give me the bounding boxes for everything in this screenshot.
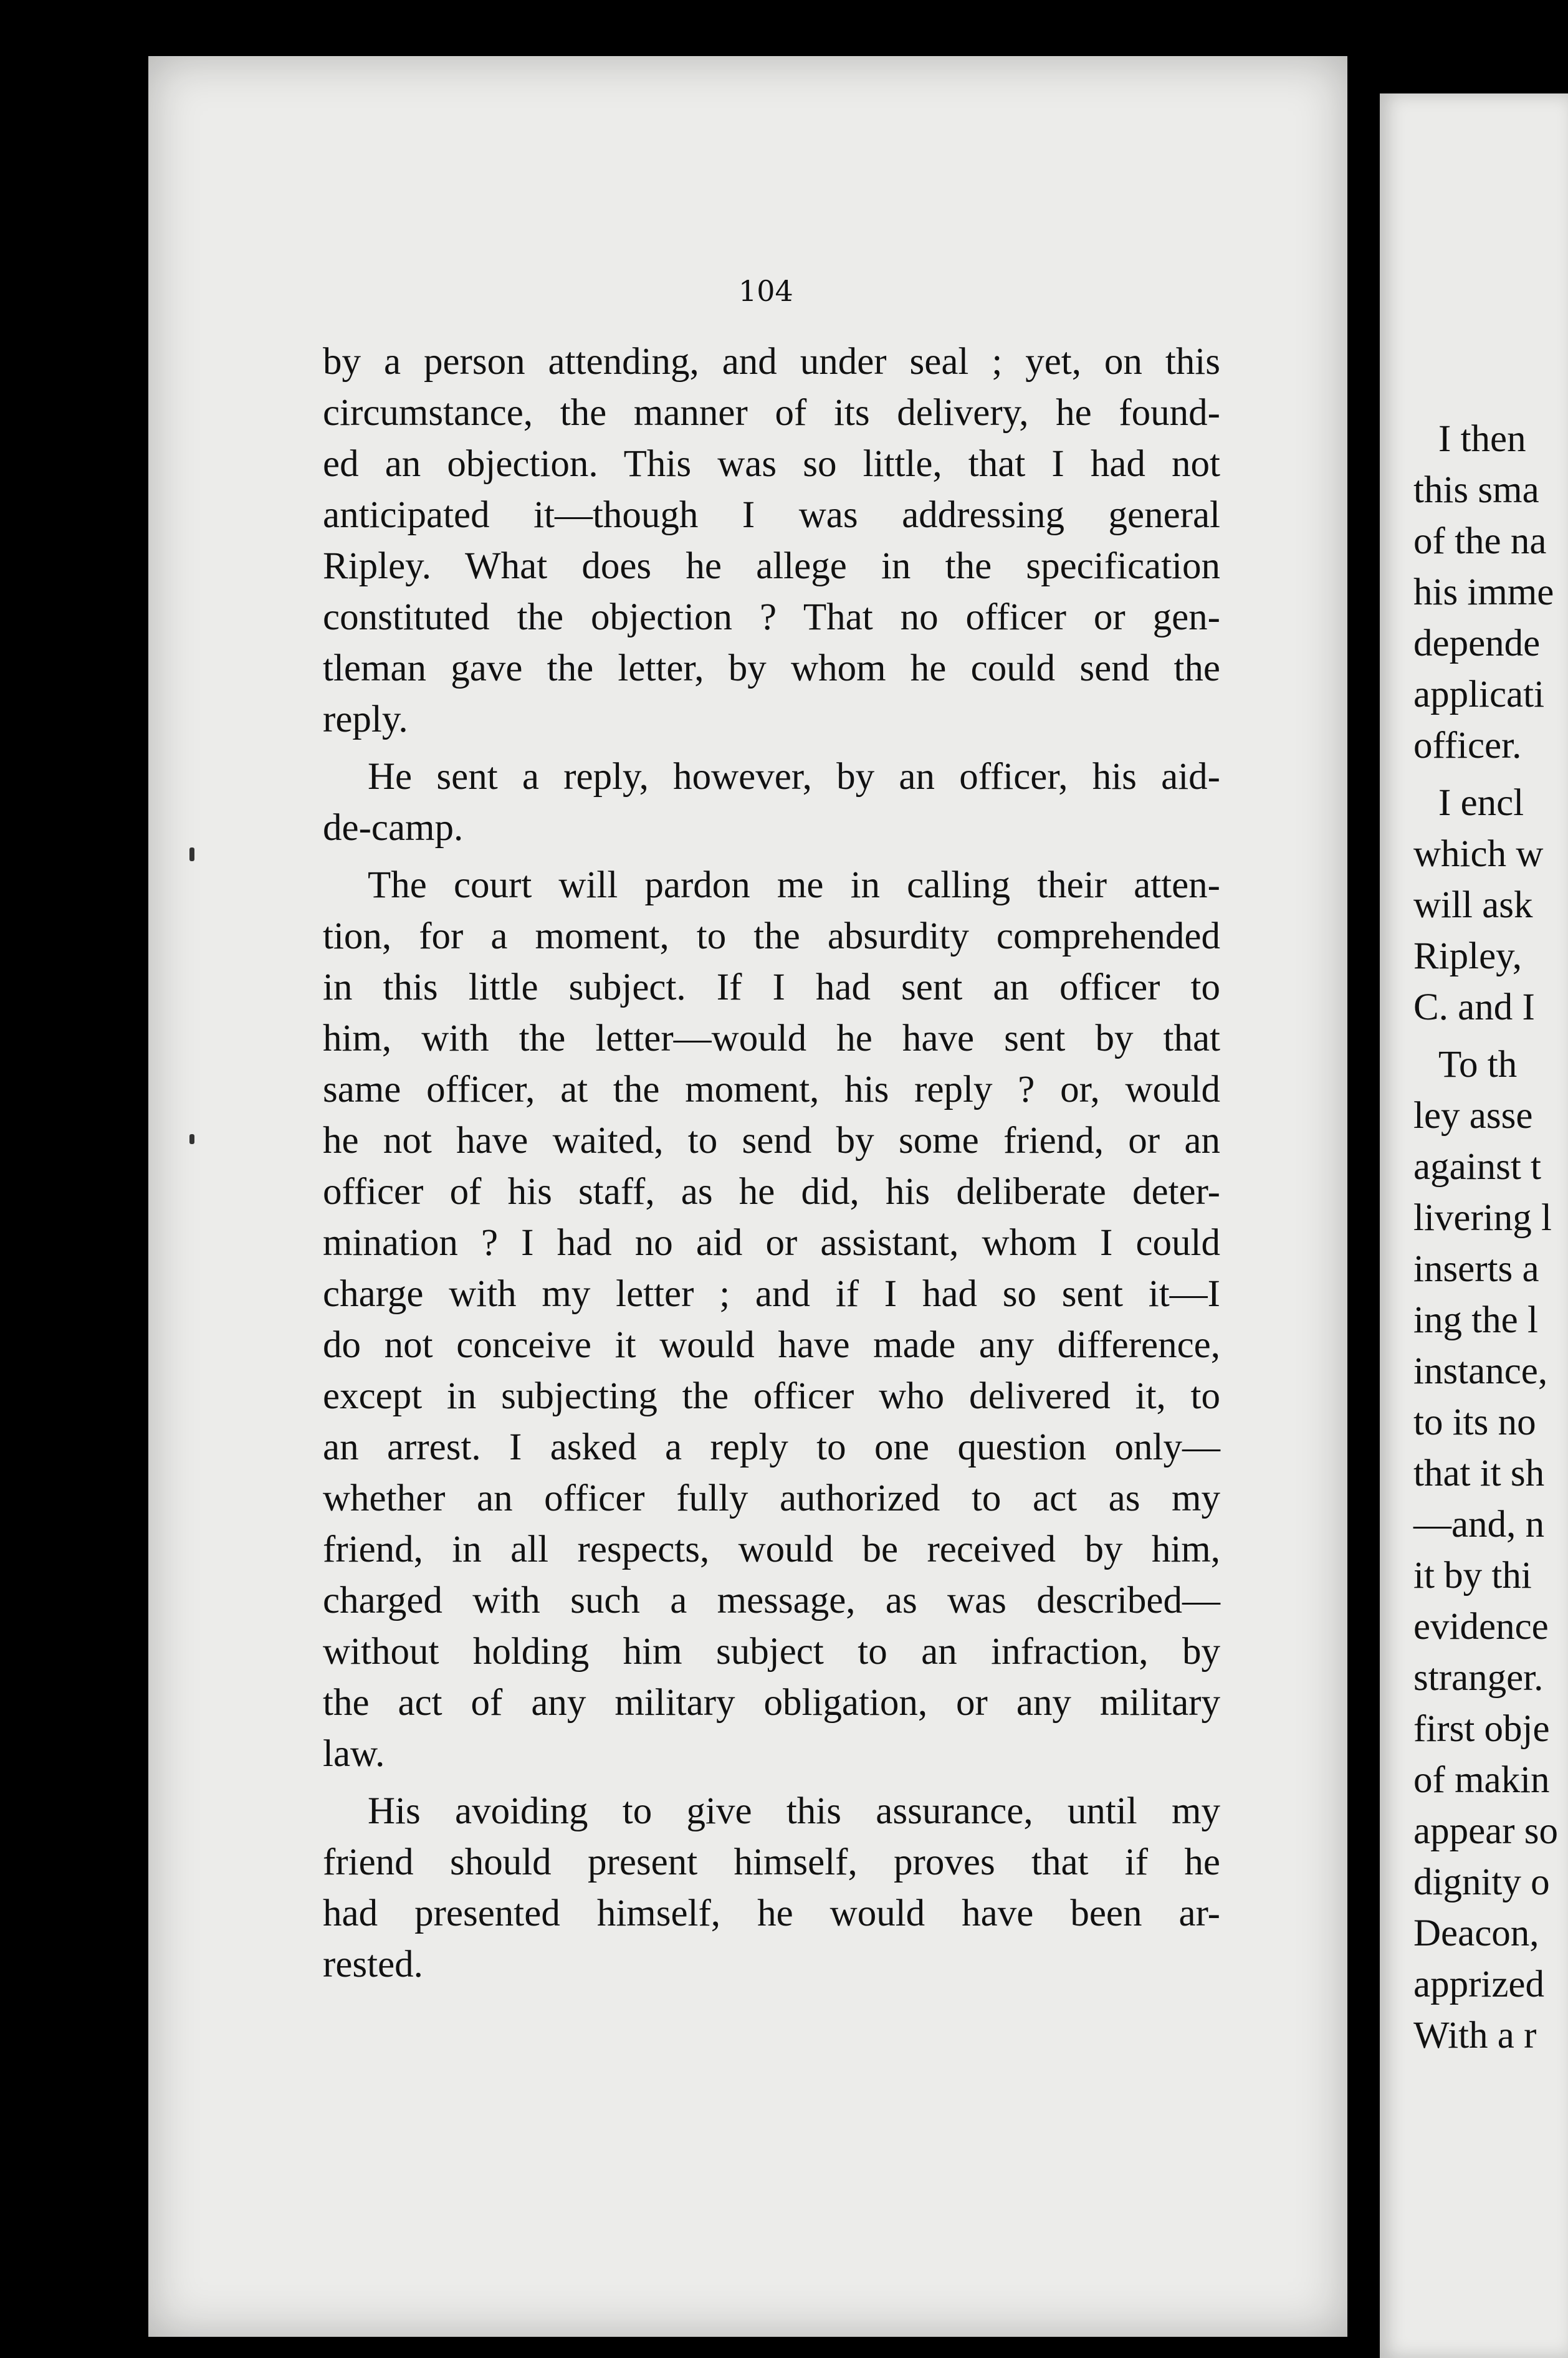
text-line: without holding him subject to an infraction, by — [323, 1631, 1220, 1673]
text-line: rested. — [323, 1944, 423, 1985]
text-line: do not conceive it would have made any difference, — [323, 1324, 1220, 1366]
text-line: livering l — [1413, 1197, 1552, 1239]
text-line: of makin — [1413, 1759, 1550, 1801]
text-line: C. and I — [1413, 986, 1535, 1028]
text-line: Deacon, — [1413, 1912, 1539, 1954]
book-gutter — [1347, 0, 1380, 2358]
text-line: same officer, at the moment, his reply ? or, would — [323, 1069, 1220, 1110]
text-line: an arrest. I asked a reply to one question only— — [323, 1426, 1220, 1468]
text-line: ley asse — [1413, 1095, 1533, 1137]
left-page-body-text — [323, 337, 1220, 1990]
text-line: charged with such a message, as was described— — [323, 1580, 1220, 1621]
margin-speck — [189, 847, 194, 861]
paragraph-spacer — [323, 745, 1220, 752]
text-line: first obje — [1413, 1708, 1550, 1750]
text-line: his imme — [1413, 571, 1554, 613]
text-line: instance, — [1413, 1350, 1548, 1392]
text-line: it by thi — [1413, 1555, 1532, 1597]
text-line: mination ? I had no aid or assistant, whom I could — [323, 1222, 1220, 1264]
page-number: 104 — [739, 274, 793, 308]
text-line: To th — [1438, 1044, 1518, 1086]
text-line: in this little subject. If I had sent an officer to — [323, 967, 1220, 1008]
text-line: depende — [1413, 623, 1541, 664]
text-line: will ask — [1413, 884, 1533, 926]
text-line: officer of his staff, as he did, his deliberate deter- — [323, 1171, 1220, 1213]
text-line: he not have waited, to send by some friend, or an — [323, 1120, 1220, 1162]
text-line: I then — [1438, 418, 1526, 460]
paragraph-spacer — [1413, 771, 1558, 778]
text-line: except in subjecting the officer who delivered it, to — [323, 1375, 1220, 1417]
text-line: against t — [1413, 1146, 1541, 1188]
text-line: He sent a reply, however, by an officer, his aid- — [368, 756, 1220, 798]
text-line: which w — [1413, 833, 1544, 875]
text-line: friend, in all respects, would be received by him, — [323, 1529, 1220, 1570]
text-line: whether an officer fully authorized to act as my — [323, 1477, 1220, 1519]
text-line: inserts a — [1413, 1248, 1539, 1290]
margin-speck — [189, 1134, 194, 1144]
text-line: anticipated it—though I was addressing general — [323, 494, 1220, 536]
text-line: circumstance, the manner of its delivery, he found- — [323, 392, 1220, 434]
right-page — [1380, 93, 1568, 2358]
text-line: constituted the objection ? That no officer or gen- — [323, 596, 1220, 638]
text-line: ed an objection. This was so little, that I had not — [323, 443, 1220, 485]
text-line: With a r — [1413, 2015, 1537, 2056]
text-line: law. — [323, 1733, 385, 1775]
text-line: friend should present himself, proves that if he — [323, 1841, 1220, 1883]
right-page-body-text — [1413, 414, 1558, 2061]
text-line: him, with the letter—would he have sent by that — [323, 1018, 1220, 1059]
text-line: ing the l — [1413, 1299, 1538, 1341]
text-line: applicati — [1413, 674, 1545, 715]
text-line: that it sh — [1413, 1453, 1545, 1494]
text-line: —and, n — [1413, 1504, 1545, 1545]
text-line: evidence — [1413, 1606, 1549, 1648]
text-line: apprized — [1413, 1964, 1544, 2005]
text-line: Ripley. What does he allege in the specification — [323, 545, 1220, 587]
text-line: of the na — [1413, 520, 1547, 562]
text-line: The court will pardon me in calling their atten- — [368, 864, 1220, 906]
text-line: I encl — [1438, 782, 1524, 824]
text-line: appear so — [1413, 1810, 1559, 1852]
text-line: tion, for a moment, to the absurdity comprehended — [323, 915, 1220, 957]
paragraph-spacer — [323, 854, 1220, 860]
text-line: Ripley, — [1413, 935, 1522, 977]
text-line: by a person attending, and under seal ; yet, on this — [323, 341, 1220, 383]
text-line: this sma — [1413, 469, 1539, 511]
paragraph-spacer — [1413, 1033, 1558, 1039]
text-line: tleman gave the letter, by whom he could send the — [323, 647, 1220, 689]
text-line: had presented himself, he would have been ar- — [323, 1893, 1220, 1934]
text-line: de-camp. — [323, 807, 464, 849]
text-line: to its no — [1413, 1401, 1536, 1443]
paragraph-spacer — [323, 1780, 1220, 1786]
text-line: stranger. — [1413, 1657, 1544, 1699]
text-line: charge with my letter ; and if I had so sent it—I — [323, 1273, 1220, 1315]
text-line: His avoiding to give this assurance, until my — [368, 1790, 1220, 1832]
text-line: dignity o — [1413, 1861, 1550, 1903]
text-line: officer. — [1413, 725, 1522, 766]
text-line: reply. — [323, 699, 408, 740]
text-line: the act of any military obligation, or any military — [323, 1682, 1220, 1724]
